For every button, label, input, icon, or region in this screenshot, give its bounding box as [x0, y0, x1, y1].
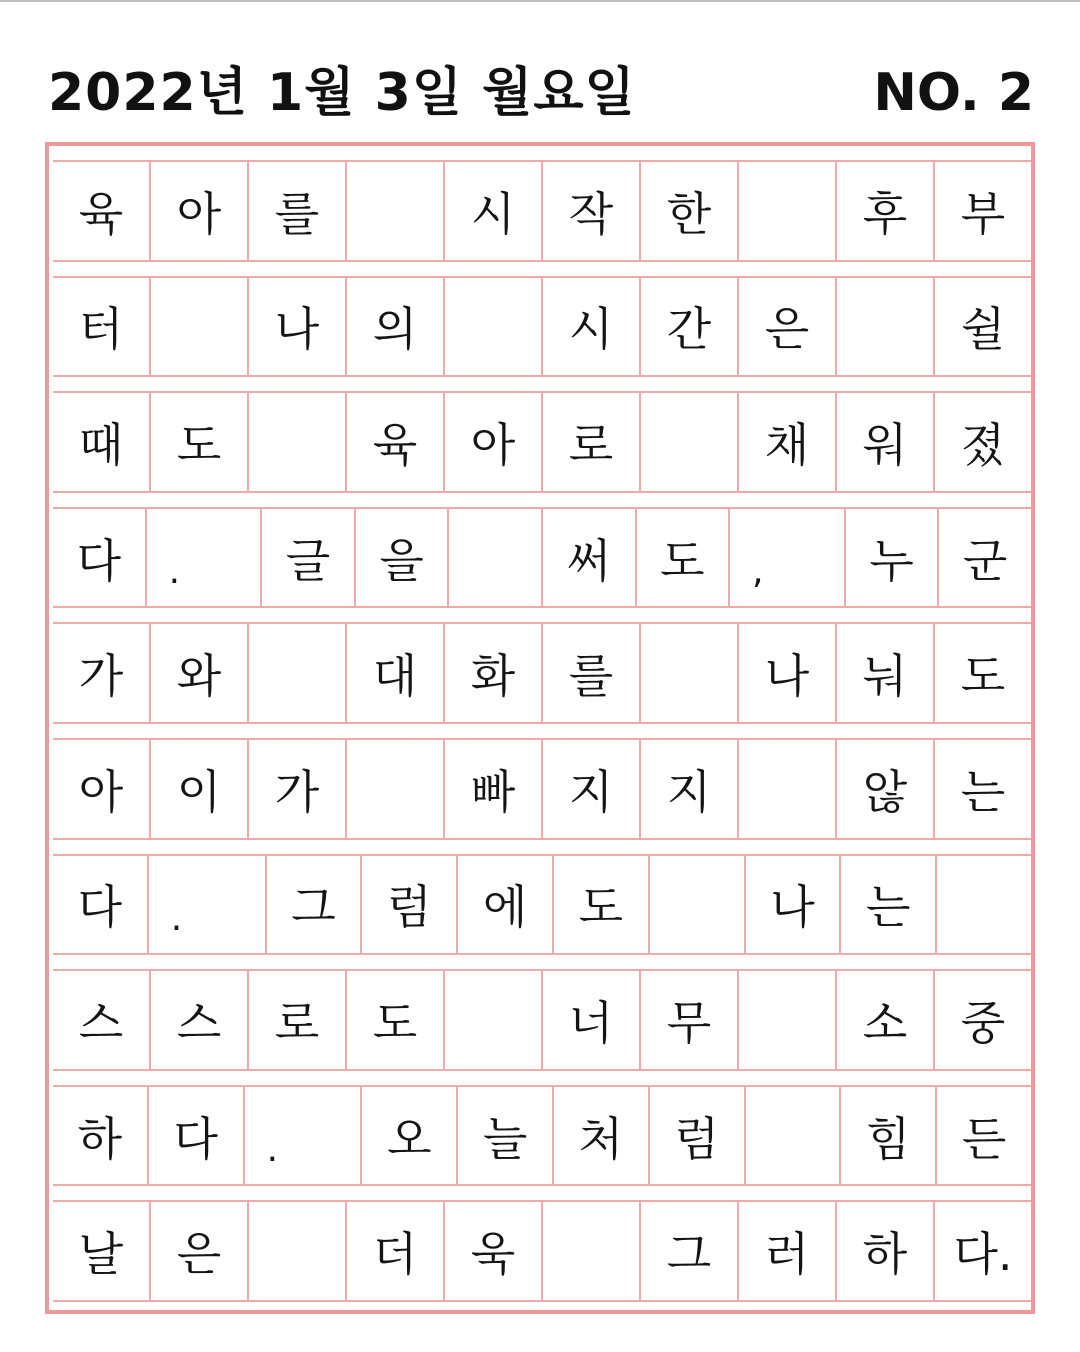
- grid-cell: [445, 971, 543, 1069]
- grid-cell: 오: [362, 1087, 458, 1185]
- grid-cell: .: [245, 1087, 363, 1185]
- grid-cell: 럼: [362, 856, 458, 954]
- grid-cell: [650, 856, 746, 954]
- grid-cell: [347, 740, 445, 838]
- grid-cell: 은: [739, 278, 837, 376]
- grid-cell: 쉴: [960, 302, 1006, 357]
- grid-cell: .: [147, 509, 263, 607]
- grid-cell: 든: [961, 1111, 1007, 1166]
- grid-cell: 글: [262, 509, 356, 607]
- grid-cell: 대: [347, 624, 445, 722]
- grid-cell: 작: [543, 162, 641, 260]
- row-cells: [53, 1087, 1031, 1185]
- grid-cell: 을: [356, 509, 450, 607]
- grid-cell: 나: [249, 278, 347, 376]
- grid-cell: [746, 1087, 842, 1185]
- grid-row: [53, 622, 1031, 738]
- row-cells: [53, 971, 1031, 1069]
- grid-cell: 스: [53, 971, 151, 1069]
- grid-cell: 시: [543, 278, 641, 376]
- grid-cell: 날: [53, 1202, 151, 1300]
- grid-cell: ,: [730, 509, 846, 607]
- grid-cell: 힘: [841, 1087, 937, 1185]
- grid-cell: 하: [837, 1202, 935, 1300]
- grid-cell: [543, 1202, 641, 1300]
- grid-cell: 채: [739, 393, 837, 491]
- top-edge-line: [0, 0, 1080, 2]
- grid-cell: 무: [641, 971, 739, 1069]
- row-cells: [53, 509, 1031, 607]
- grid-cell: 육: [347, 393, 445, 491]
- grid-cell: [347, 162, 445, 260]
- grid-row: [53, 854, 1031, 970]
- grid-cell: 도: [554, 856, 650, 954]
- grid-cell: 졌: [960, 417, 1006, 472]
- grid-cell: 않: [837, 740, 935, 838]
- grid-cell: 그: [641, 1202, 739, 1300]
- row-bottom-line: [53, 722, 1031, 724]
- grid-cell: 시: [445, 162, 543, 260]
- grid-cell: 처: [554, 1087, 650, 1185]
- grid-cell: [249, 1202, 347, 1300]
- grid-cell: 워: [837, 393, 935, 491]
- grid-row: [53, 276, 1031, 392]
- grid-cell: 누: [846, 509, 940, 607]
- grid-row: [53, 1200, 1031, 1316]
- grid-cell: 가: [249, 740, 347, 838]
- grid-cell: 다: [53, 856, 149, 954]
- row-cells: [53, 162, 1031, 260]
- grid-cell: 럼: [650, 1087, 746, 1185]
- grid-cell: [837, 278, 935, 376]
- grid-cell: .: [149, 856, 267, 954]
- row-bottom-line: [53, 838, 1031, 840]
- grid-cell: 욱: [445, 1202, 543, 1300]
- grid-row: [53, 160, 1031, 276]
- row-cells: [53, 624, 1031, 722]
- grid-cell: 아: [53, 740, 151, 838]
- grid-cell: [641, 393, 739, 491]
- grid-cell: 를: [543, 624, 641, 722]
- grid-cell: 나: [746, 856, 842, 954]
- grid-cell: 하: [53, 1087, 149, 1185]
- grid-cell: 눠: [837, 624, 935, 722]
- row-bottom-line: [53, 375, 1031, 377]
- grid-row: [53, 738, 1031, 854]
- grid-cell: 는: [841, 856, 937, 954]
- grid-cell: [739, 162, 837, 260]
- grid-cell: [449, 509, 543, 607]
- grid-row: [53, 1085, 1031, 1201]
- grid-cell: 도: [151, 393, 249, 491]
- grid-cell: 아: [151, 162, 249, 260]
- grid-cell: 화: [445, 624, 543, 722]
- grid-cell: 와: [151, 624, 249, 722]
- page-number: NO. 2: [873, 63, 1034, 123]
- grid-cell: 중: [960, 995, 1006, 1050]
- grid-cell: 지: [641, 740, 739, 838]
- grid-cell: 부: [960, 186, 1006, 241]
- grid-cell: 너: [543, 971, 641, 1069]
- grid-cell: [445, 278, 543, 376]
- grid-cell: 때: [53, 393, 151, 491]
- row-bottom-line: [53, 606, 1031, 608]
- grid-cell: 다: [53, 509, 147, 607]
- grid-cell: 더: [347, 1202, 445, 1300]
- manuscript-grid: [53, 160, 1031, 1316]
- grid-cell: 의: [347, 278, 445, 376]
- grid-cell: 간: [641, 278, 739, 376]
- grid-cell: 육: [53, 162, 151, 260]
- grid-cell: 로: [543, 393, 641, 491]
- grid-cell: 다: [149, 1087, 245, 1185]
- row-bottom-line: [53, 1300, 1031, 1302]
- row-cells: [53, 856, 1031, 954]
- grid-cell: 로: [249, 971, 347, 1069]
- grid-cell: 빠: [445, 740, 543, 838]
- row-bottom-line: [53, 953, 1031, 955]
- grid-cell: [739, 971, 837, 1069]
- grid-cell: 스: [151, 971, 249, 1069]
- grid-cell: 한: [641, 162, 739, 260]
- grid-cell: [249, 393, 347, 491]
- grid-cell: [151, 278, 249, 376]
- grid-cell: 를: [249, 162, 347, 260]
- grid-cell: 지: [543, 740, 641, 838]
- grid-cell: 러: [739, 1202, 837, 1300]
- grid-cell: 터: [53, 278, 151, 376]
- row-bottom-line: [53, 1184, 1031, 1186]
- grid-cell: 다.: [953, 1227, 1013, 1282]
- grid-cell: 그: [267, 856, 363, 954]
- grid-cell: 에: [458, 856, 554, 954]
- grid-cell: 아: [445, 393, 543, 491]
- diary-date: 2022년 1월 3일 월요일: [48, 63, 636, 123]
- manuscript-sheet: [45, 142, 1035, 1314]
- grid-cell: 군: [962, 533, 1008, 588]
- row-bottom-line: [53, 260, 1031, 262]
- row-cells: [53, 1202, 1031, 1300]
- row-cells: [53, 278, 1031, 376]
- grid-row: [53, 507, 1031, 623]
- grid-row: [53, 391, 1031, 507]
- grid-cell: [937, 856, 1031, 954]
- grid-row: [53, 969, 1031, 1085]
- grid-cell: 는: [960, 764, 1006, 819]
- grid-cell: 도: [637, 509, 731, 607]
- grid-cell: [641, 624, 739, 722]
- row-cells: [53, 740, 1031, 838]
- grid-cell: 후: [837, 162, 935, 260]
- grid-cell: 도: [347, 971, 445, 1069]
- grid-cell: 가: [53, 624, 151, 722]
- row-bottom-line: [53, 1069, 1031, 1071]
- grid-cell: 도: [960, 649, 1006, 704]
- grid-cell: 이: [151, 740, 249, 838]
- grid-cell: 써: [543, 509, 637, 607]
- row-bottom-line: [53, 491, 1031, 493]
- grid-cell: [249, 624, 347, 722]
- grid-cell: 나: [739, 624, 837, 722]
- row-cells: [53, 393, 1031, 491]
- grid-cell: 은: [151, 1202, 249, 1300]
- grid-cell: 소: [837, 971, 935, 1069]
- grid-cell: 늘: [458, 1087, 554, 1185]
- grid-cell: [739, 740, 837, 838]
